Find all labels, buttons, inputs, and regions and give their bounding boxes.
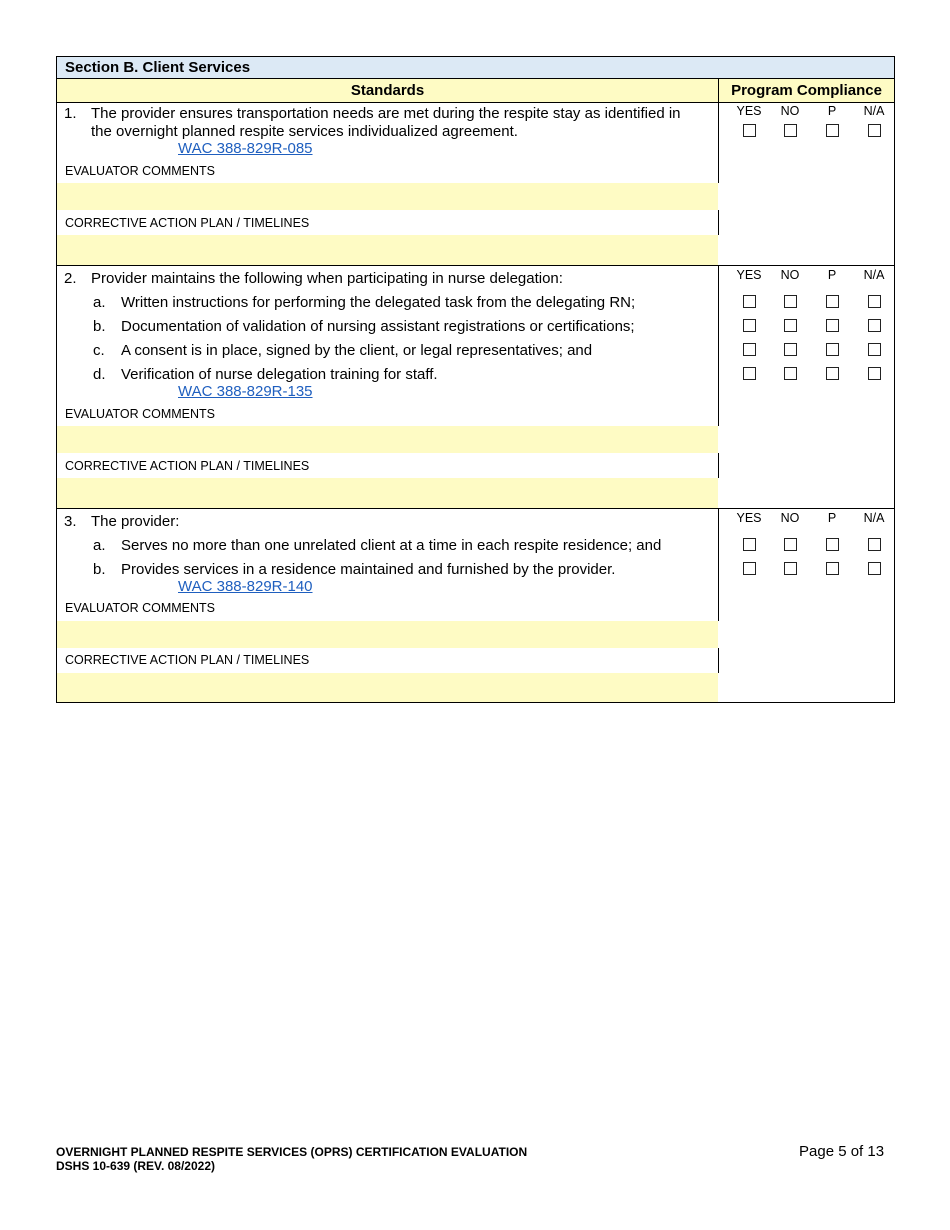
na-checkbox[interactable] <box>868 319 881 332</box>
no-checkbox[interactable] <box>784 562 797 575</box>
yes-header: YES <box>736 268 762 282</box>
compliance-cell-3 <box>719 509 894 702</box>
yes-checkbox[interactable] <box>743 367 756 380</box>
wac-link[interactable]: WAC 388-829R-140 <box>178 578 313 595</box>
wac-link[interactable]: WAC 388-829R-135 <box>178 383 313 400</box>
p-checkbox[interactable] <box>826 319 839 332</box>
standard-cell-3 <box>57 509 719 702</box>
standard-text: The provider ensures transportation needs are met during the respite stay as identified in <box>91 105 681 122</box>
na-header: N/A <box>863 268 885 282</box>
standard-row-2 <box>57 266 894 509</box>
compliance-cell-1 <box>719 103 894 265</box>
standard-number: 1. <box>64 105 77 122</box>
na-checkbox[interactable] <box>868 343 881 356</box>
p-header: P <box>827 511 837 525</box>
standard-row-3 <box>57 509 894 702</box>
item-text: Verification of nurse delegation training for staff. <box>121 366 438 383</box>
no-checkbox[interactable] <box>784 538 797 551</box>
no-checkbox[interactable] <box>784 124 797 137</box>
section-title: Section B. Client Services <box>57 57 894 79</box>
page-number: Page 5 of 13 <box>799 1143 885 1160</box>
item-text: Written instructions for performing the delegated task from the delegating RN; <box>121 294 636 311</box>
p-checkbox[interactable] <box>826 562 839 575</box>
no-checkbox[interactable] <box>784 295 797 308</box>
item-text: Provides services in a residence maintained and furnished by the provider. <box>121 561 616 578</box>
no-checkbox[interactable] <box>784 319 797 332</box>
na-checkbox[interactable] <box>868 124 881 137</box>
corrective-action-label: CORRECTIVE ACTION PLAN / TIMELINES <box>65 653 310 667</box>
na-checkbox[interactable] <box>868 562 881 575</box>
evaluator-comments-field[interactable] <box>57 426 718 453</box>
na-checkbox[interactable] <box>868 538 881 551</box>
yes-header: YES <box>736 104 762 118</box>
wac-link[interactable]: WAC 388-829R-085 <box>178 140 313 157</box>
standard-number: 3. <box>64 513 77 530</box>
no-header: NO <box>780 268 800 282</box>
p-header: P <box>827 268 837 282</box>
p-checkbox[interactable] <box>826 538 839 551</box>
item-letter: c. <box>93 342 105 359</box>
evaluator-comments-label: EVALUATOR COMMENTS <box>65 407 216 421</box>
p-checkbox[interactable] <box>826 124 839 137</box>
item-letter: a. <box>93 294 106 311</box>
compliance-cell-2 <box>719 266 894 508</box>
yes-checkbox[interactable] <box>743 562 756 575</box>
compliance-header: Program Compliance <box>731 82 882 99</box>
standard-text: The provider: <box>91 513 180 530</box>
na-checkbox[interactable] <box>868 367 881 380</box>
client-services-form <box>56 56 895 703</box>
standard-text: Provider maintains the following when participating in nurse delegation: <box>91 270 563 287</box>
no-checkbox[interactable] <box>784 367 797 380</box>
evaluator-comments-label: EVALUATOR COMMENTS <box>65 601 216 615</box>
na-header: N/A <box>863 104 885 118</box>
standard-row-1 <box>57 103 894 266</box>
p-checkbox[interactable] <box>826 367 839 380</box>
na-header: N/A <box>863 511 885 525</box>
item-letter: b. <box>93 561 106 578</box>
no-header: NO <box>780 104 800 118</box>
evaluator-comments-label: EVALUATOR COMMENTS <box>65 164 216 178</box>
evaluator-comments-field[interactable] <box>57 183 718 210</box>
yes-header: YES <box>736 511 762 525</box>
yes-checkbox[interactable] <box>743 124 756 137</box>
corrective-action-field[interactable] <box>57 478 718 508</box>
no-header: NO <box>780 511 800 525</box>
p-checkbox[interactable] <box>826 343 839 356</box>
na-checkbox[interactable] <box>868 295 881 308</box>
no-checkbox[interactable] <box>784 343 797 356</box>
item-letter: d. <box>93 366 106 383</box>
yes-checkbox[interactable] <box>743 538 756 551</box>
standard-cell-1 <box>57 103 719 265</box>
p-header: P <box>827 104 837 118</box>
item-letter: a. <box>93 537 106 554</box>
footer-form-number: DSHS 10-639 (REV. 08/2022) <box>56 1159 215 1173</box>
evaluator-comments-field[interactable] <box>57 621 718 648</box>
corrective-action-field[interactable] <box>57 235 718 265</box>
yes-checkbox[interactable] <box>743 319 756 332</box>
standards-header: Standards <box>57 79 719 102</box>
corrective-action-field[interactable] <box>57 673 718 702</box>
item-text: Documentation of validation of nursing assistant registrations or certifications; <box>121 318 635 335</box>
yes-checkbox[interactable] <box>743 295 756 308</box>
item-letter: b. <box>93 318 106 335</box>
standard-cell-2 <box>57 266 719 508</box>
yes-checkbox[interactable] <box>743 343 756 356</box>
item-text: Serves no more than one unrelated client at a time in each respite residence; and <box>121 537 662 554</box>
column-header-row <box>57 79 894 103</box>
standard-text: the overnight planned respite services individualized agreement. <box>91 123 518 140</box>
item-text: A consent is in place, signed by the client, or legal representatives; and <box>121 342 593 359</box>
footer-document-title: OVERNIGHT PLANNED RESPITE SERVICES (OPRS) CERTIFICATION EVALUATION <box>56 1145 528 1159</box>
corrective-action-label: CORRECTIVE ACTION PLAN / TIMELINES <box>65 216 310 230</box>
standard-number: 2. <box>64 270 77 287</box>
p-checkbox[interactable] <box>826 295 839 308</box>
corrective-action-label: CORRECTIVE ACTION PLAN / TIMELINES <box>65 459 310 473</box>
